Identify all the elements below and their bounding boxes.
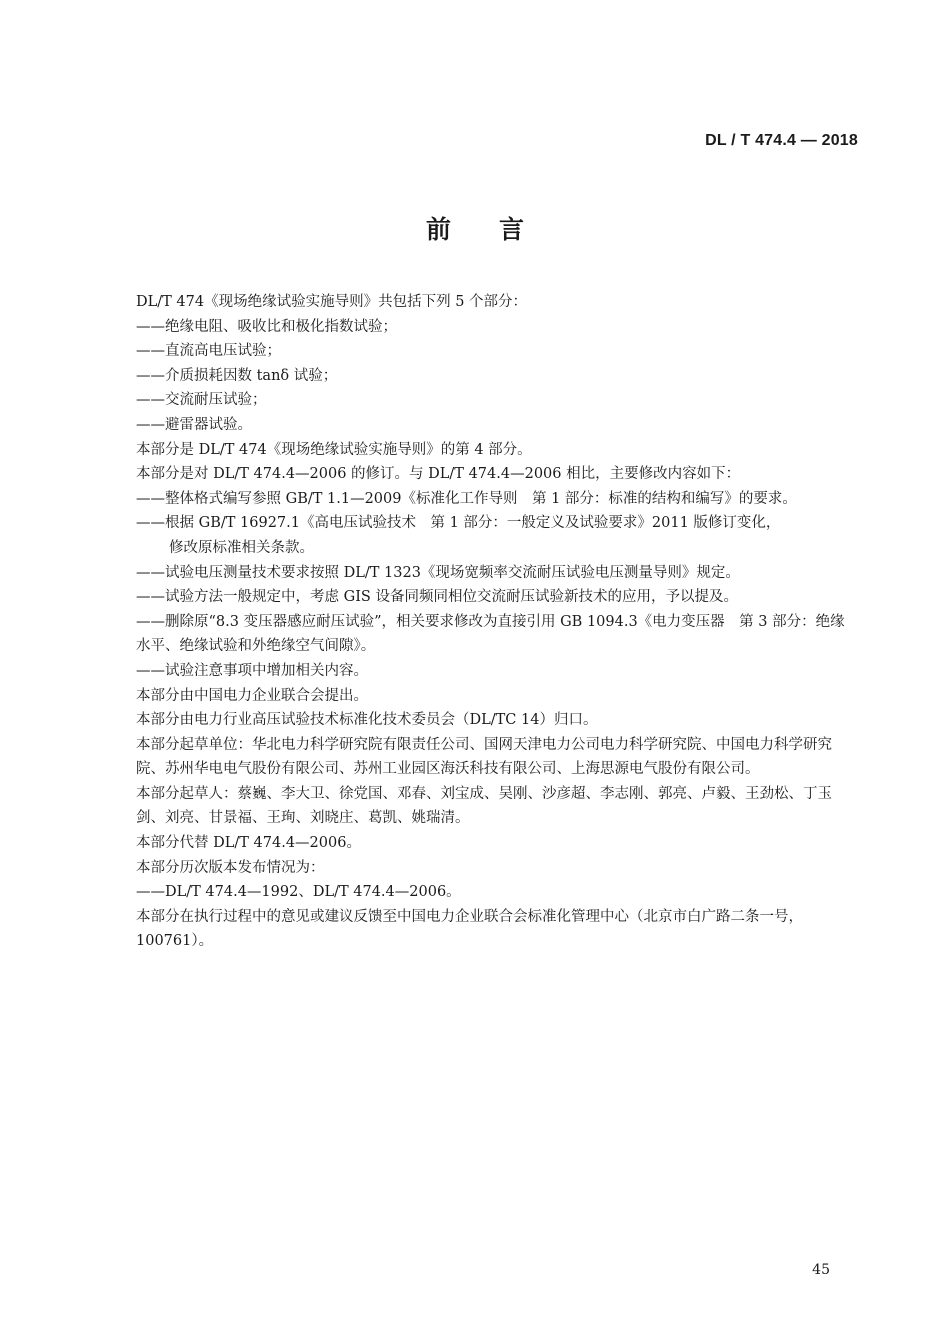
- paragraph: 本部分是对 DL/T 474.4—2006 的修订。与 DL/T 474.4—2006 相比，主要修改内容如下：: [136, 466, 741, 483]
- list-item: ——交流耐压试验；: [136, 392, 267, 409]
- change-item-line: ——根据 GB/T 16927.1《高电压试验技术 第 1 部分：一般定义及试验要求》2011 版修订变化，: [136, 515, 781, 532]
- page-title: 前言: [425, 215, 572, 244]
- change-item: ——整体格式编写参照 GB/T 1.1—2009《标准化工作导则 第 1 部分：标准的结构和编写》的要求。: [136, 490, 797, 507]
- list-item: ——DL/T 474.4—1992、DL/T 474.4—2006。: [136, 884, 461, 901]
- change-item: ——试验电压测量技术要求按照 DL/T 1323《现场宽频率交流耐压试验电压测量导则》规定。: [136, 564, 740, 581]
- paragraph: 本部分历次版本发布情况为：: [136, 859, 325, 876]
- change-item: ——试验方法一般规定中，考虑 GIS 设备同频同相位交流耐压试验新技术的应用，予以提及。: [136, 589, 738, 606]
- paragraph: 本部分在执行过程中的意见或建议反馈至中国电力企业联合会标准化管理中心（北京市白广路二条一号，100761）。: [136, 908, 803, 950]
- standard-code: DL / T 474.4 — 2018: [705, 132, 858, 149]
- list-item: ——避雷器试验。: [136, 416, 252, 433]
- paragraph: 本部分代替 DL/T 474.4—2006。: [136, 835, 361, 852]
- foreword-body: [103, 290, 853, 954]
- change-item: ——试验注意事项中增加相关内容。: [136, 662, 368, 679]
- list-item: ——绝缘电阻、吸收比和极化指数试验；: [136, 318, 397, 335]
- change-item: [103, 511, 853, 560]
- change-item: ——删除原“8.3 变压器感应耐压试验”，相关要求修改为直接引用 GB 1094.3《电力变压器 第 3 部分：绝缘水平、绝缘试验和外绝缘空气间隙》。: [136, 613, 845, 655]
- drafting-units: 本部分起草单位：华北电力科学研究院有限责任公司、国网天津电力公司电力科学研究院、中国电力科学研究院、苏州华电电气股份有限公司、苏州工业园区海沃科技有限公司、上海思源电气股份有限公司。: [136, 736, 832, 778]
- paragraph: 本部分由中国电力企业联合会提出。: [136, 687, 368, 704]
- list-item: ——直流高电压试验；: [136, 343, 281, 360]
- paragraph: 本部分是 DL/T 474《现场绝缘试验实施导则》的第 4 部分。: [136, 441, 532, 458]
- drafters: 本部分起草人：蔡巍、李大卫、徐党国、邓春、刘宝成、吴刚、沙彦超、李志刚、郭亮、卢毅、王劲松、丁玉剑、刘亮、甘景福、王珣、刘晓庄、葛凯、姚瑞清。: [136, 785, 832, 827]
- change-item-continuation: 修改原标准相关条款。: [169, 539, 314, 556]
- paragraph: DL/T 474《现场绝缘试验实施导则》共包括下列 5 个部分：: [136, 294, 528, 310]
- page-number: 45: [812, 1262, 830, 1278]
- paragraph: 本部分由电力行业高压试验技术标准化技术委员会（DL/TC 14）归口。: [136, 712, 598, 729]
- list-item: ——介质损耗因数 tanδ 试验；: [136, 367, 338, 384]
